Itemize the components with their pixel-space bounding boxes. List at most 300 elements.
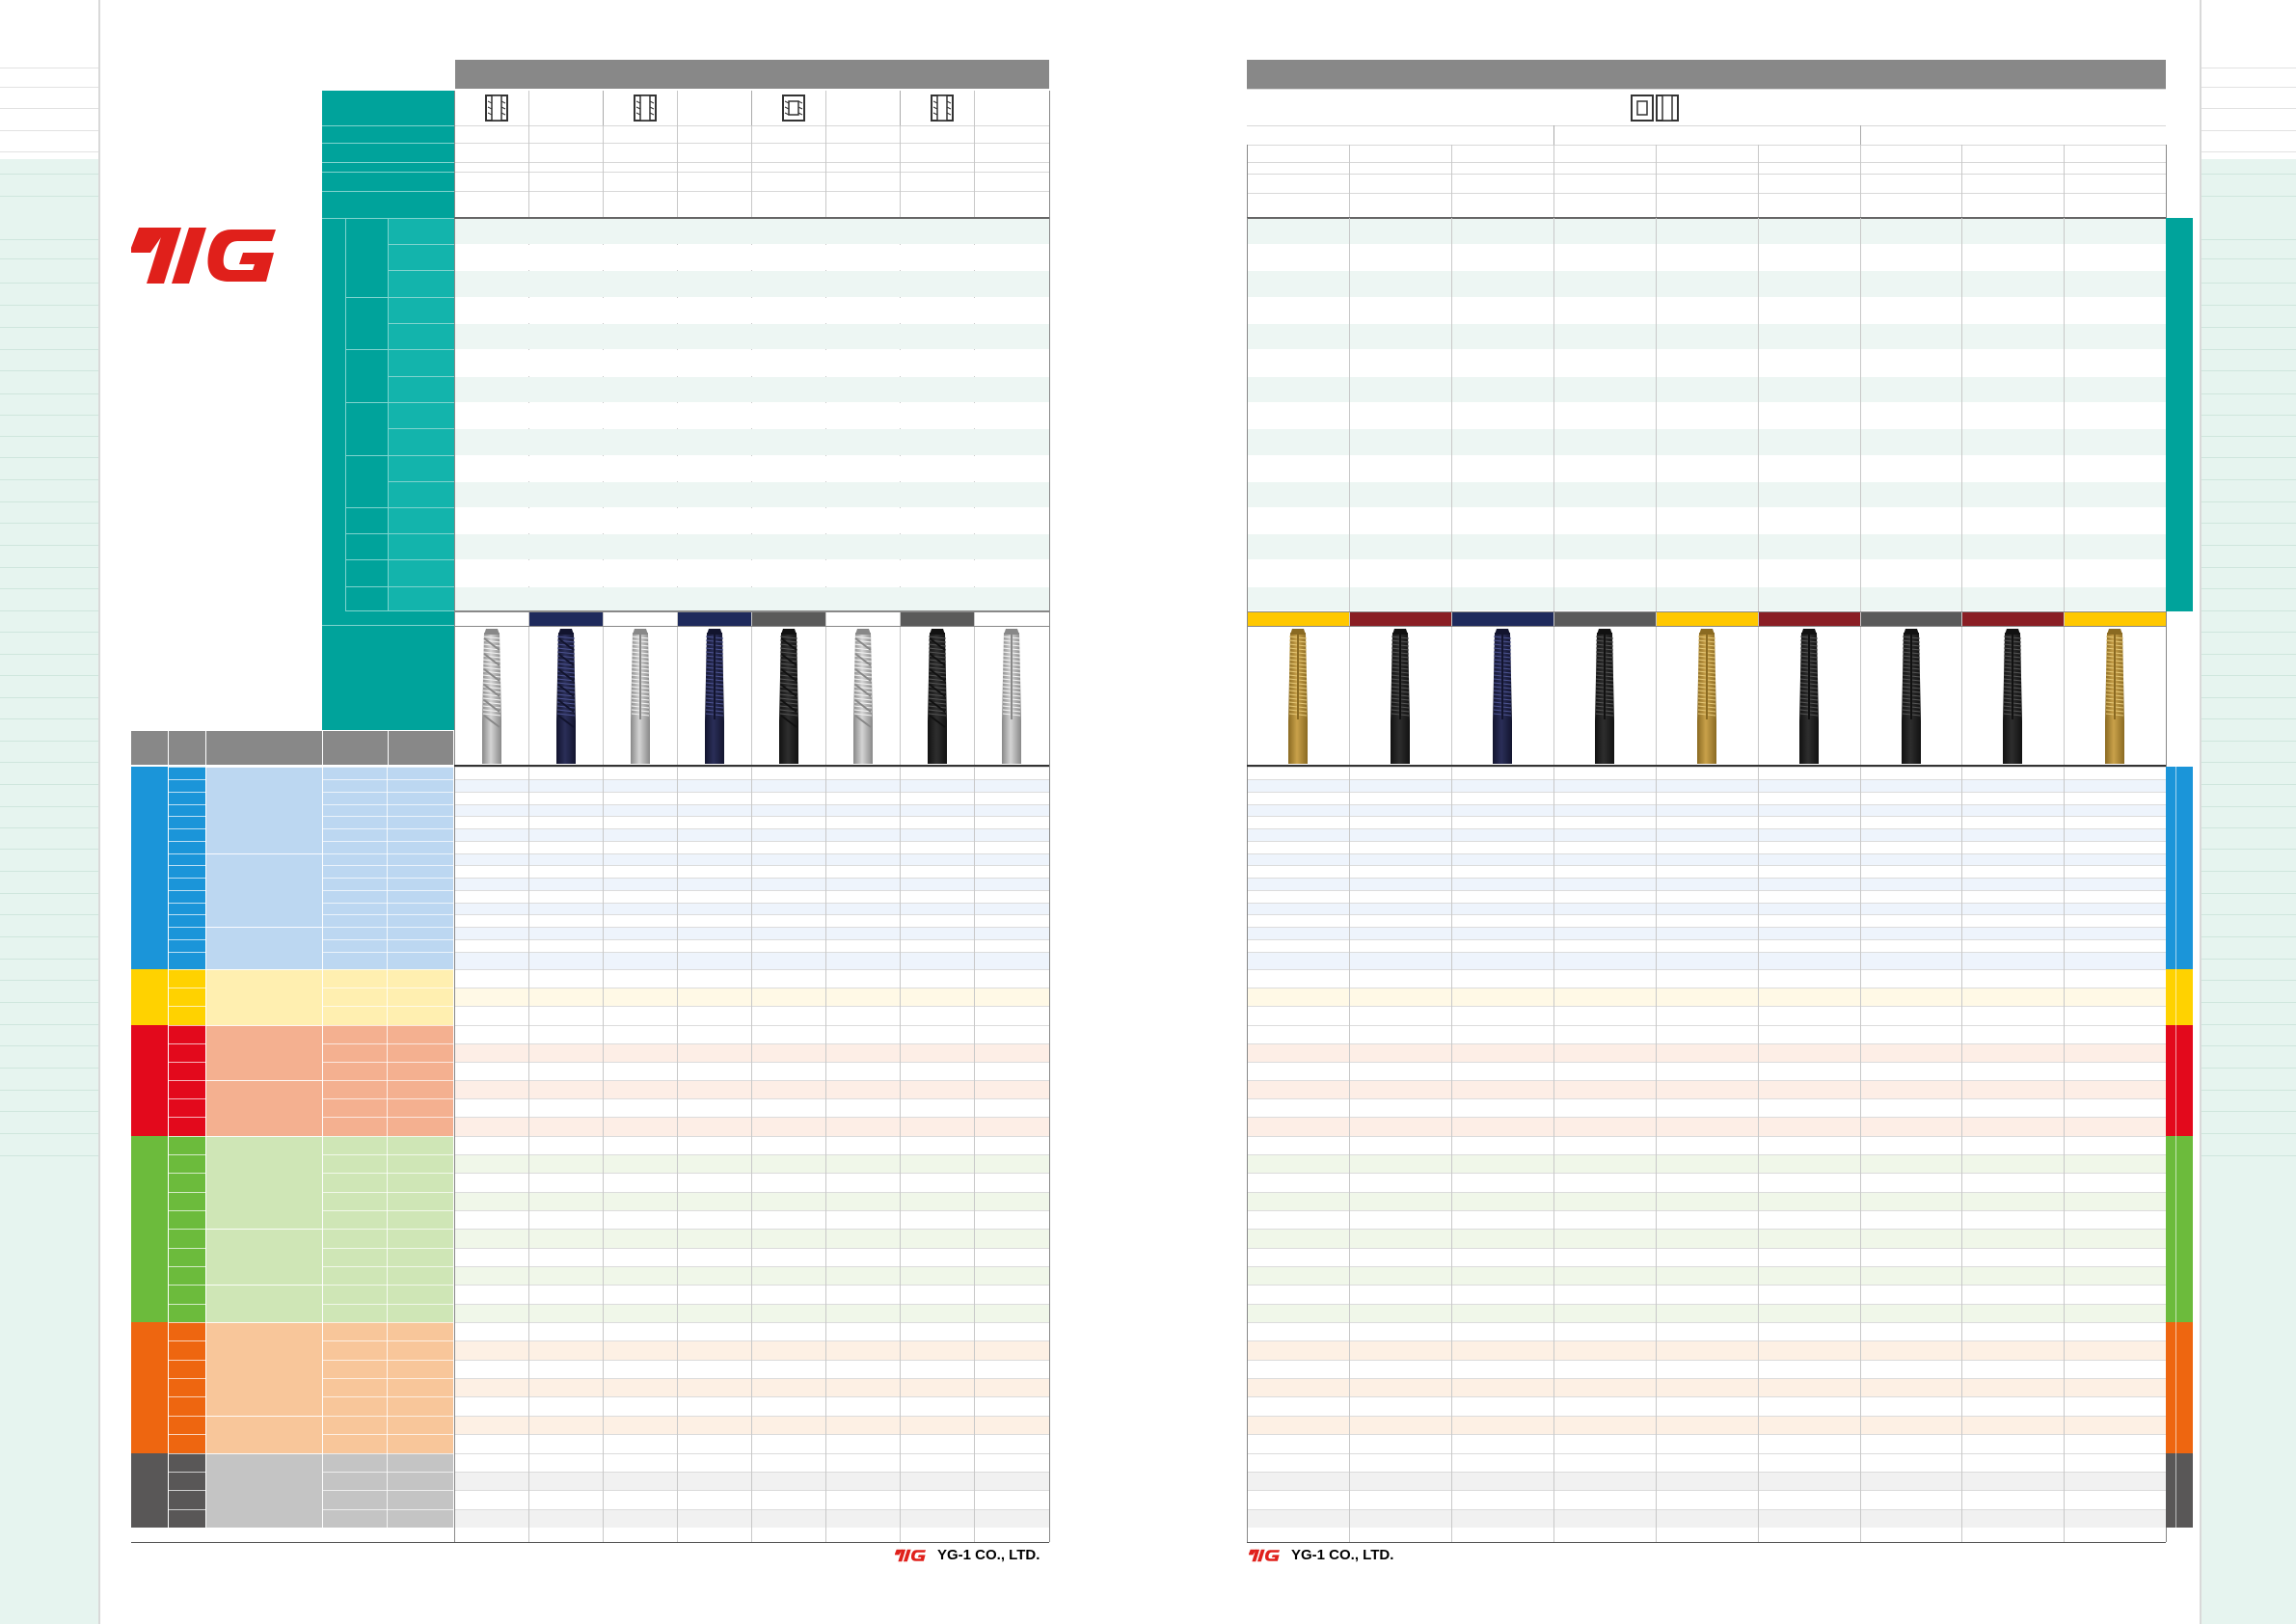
teal-sub-row bbox=[389, 376, 454, 377]
data-row bbox=[1248, 793, 2166, 804]
margin-line bbox=[0, 1155, 98, 1156]
teal-sub-row bbox=[389, 428, 454, 429]
material-row-line bbox=[169, 767, 205, 768]
material-row-line bbox=[323, 1304, 453, 1305]
margin-line bbox=[0, 436, 98, 437]
teal-sub-row bbox=[389, 533, 454, 534]
data-row bbox=[455, 854, 1049, 865]
margin-line bbox=[2201, 654, 2296, 655]
coating-tag bbox=[1350, 612, 1451, 626]
data-row bbox=[1248, 768, 2166, 779]
data-row bbox=[1248, 1081, 2166, 1098]
tap-image-spiral-flute-tap-black bbox=[918, 629, 957, 764]
data-row bbox=[455, 1323, 1049, 1340]
data-row-line bbox=[1247, 1378, 2166, 1379]
margin-line bbox=[0, 980, 98, 981]
material-row-line bbox=[323, 816, 453, 817]
edge-strip-inner bbox=[2175, 969, 2176, 1025]
data-row-line bbox=[1247, 853, 2166, 854]
thread-row bbox=[455, 350, 1049, 376]
data-row bbox=[455, 780, 1049, 792]
teal-group-row bbox=[345, 610, 389, 611]
teal-row-line bbox=[322, 125, 454, 126]
material-col-line bbox=[387, 1025, 388, 1136]
data-row-line bbox=[1247, 1080, 2166, 1081]
thread-row bbox=[1248, 324, 2166, 349]
thread-row bbox=[455, 403, 1049, 428]
material-name-cell-yellow bbox=[206, 969, 322, 1025]
material-group-red bbox=[131, 1025, 168, 1136]
thread-row bbox=[455, 219, 1049, 244]
material-sub-line bbox=[206, 767, 322, 768]
data-row-line bbox=[1247, 1248, 2166, 1249]
margin-line bbox=[2201, 1068, 2296, 1069]
coating-tag bbox=[1759, 612, 1860, 626]
data-row-line bbox=[1247, 1472, 2166, 1473]
data-row bbox=[455, 1007, 1049, 1025]
coating-tag bbox=[2065, 612, 2166, 626]
data-row bbox=[1248, 1193, 2166, 1210]
data-row-line bbox=[1247, 1210, 2166, 1211]
material-row-line bbox=[169, 1136, 205, 1137]
margin-line bbox=[0, 196, 98, 197]
thread-row bbox=[455, 271, 1049, 297]
margin-line bbox=[0, 108, 98, 109]
margin-line bbox=[2201, 1024, 2296, 1025]
material-row-line bbox=[323, 865, 453, 866]
margin-line bbox=[2201, 936, 2296, 937]
edge-strip-inner bbox=[2175, 1322, 2176, 1453]
thread-row bbox=[1248, 456, 2166, 481]
margin-line bbox=[0, 697, 98, 698]
material-row-line bbox=[169, 952, 205, 953]
margin-line bbox=[0, 762, 98, 763]
material-row-line bbox=[169, 1062, 205, 1063]
thread-row bbox=[455, 429, 1049, 455]
grid-row-line bbox=[1247, 145, 2166, 146]
margin-line bbox=[2201, 283, 2296, 284]
material-row-line bbox=[169, 1490, 205, 1491]
data-row bbox=[1248, 1454, 2166, 1472]
coating-tag bbox=[975, 612, 1049, 626]
margin-line bbox=[2201, 108, 2296, 109]
through-and-blind-hole-icon bbox=[1630, 94, 1680, 122]
teal-group-row bbox=[345, 297, 389, 298]
thread-row bbox=[455, 245, 1049, 270]
thread-row bbox=[455, 377, 1049, 402]
material-row-line bbox=[169, 1360, 205, 1361]
material-row-line bbox=[169, 1416, 205, 1417]
material-row-line bbox=[169, 1378, 205, 1379]
thread-row bbox=[1248, 534, 2166, 559]
margin-line bbox=[0, 806, 98, 807]
data-row bbox=[1248, 1249, 2166, 1266]
data-row bbox=[1248, 1510, 2166, 1528]
data-row bbox=[455, 1193, 1049, 1210]
material-sub-line bbox=[206, 1285, 322, 1286]
tap-image-black-tap bbox=[1585, 629, 1624, 764]
right-header-bar bbox=[1247, 60, 2166, 89]
material-row-line bbox=[169, 969, 205, 970]
margin-line bbox=[2201, 1111, 2296, 1112]
material-sub-line bbox=[206, 1080, 322, 1081]
material-row-line bbox=[323, 1340, 453, 1341]
data-row-line bbox=[1247, 1490, 2166, 1491]
grid-col-line bbox=[454, 767, 455, 1528]
margin-line bbox=[0, 871, 98, 872]
coating-tag bbox=[1861, 612, 1961, 626]
through-hole-icon bbox=[930, 94, 955, 122]
data-row bbox=[1248, 1473, 2166, 1490]
grid-col-line bbox=[751, 767, 752, 1528]
left-margin-panel bbox=[0, 159, 98, 1624]
data-row bbox=[1248, 1286, 2166, 1304]
material-row-line bbox=[323, 1006, 453, 1007]
grid-col-line bbox=[1961, 767, 1962, 1528]
material-row-line bbox=[323, 1117, 453, 1118]
coating-tag bbox=[826, 612, 900, 626]
margin-line bbox=[0, 174, 98, 175]
blind-hole-icon bbox=[781, 94, 806, 122]
tap-image-gold-tap bbox=[1279, 629, 1317, 764]
tap-image-gold-tap bbox=[1688, 629, 1726, 764]
data-row bbox=[1248, 1007, 2166, 1025]
thread-row bbox=[455, 587, 1049, 610]
margin-line bbox=[0, 327, 98, 328]
coating-tag bbox=[1248, 612, 1349, 626]
thread-row bbox=[455, 482, 1049, 507]
edge-strip-gray bbox=[2166, 1453, 2193, 1528]
thread-row bbox=[1248, 482, 2166, 507]
data-row bbox=[455, 928, 1049, 939]
teal-group-row bbox=[345, 402, 389, 403]
margin-line bbox=[2201, 1045, 2296, 1046]
data-row-line bbox=[1247, 1285, 2166, 1286]
teal-sub-row bbox=[389, 402, 454, 403]
margin-line bbox=[2201, 675, 2296, 676]
data-row bbox=[455, 1417, 1049, 1434]
right-page-edge bbox=[2200, 0, 2201, 1624]
left-header-bar bbox=[455, 60, 1049, 89]
margin-line bbox=[0, 130, 98, 131]
margin-line bbox=[0, 675, 98, 676]
material-row-line bbox=[169, 792, 205, 793]
right-condition-edge-strip bbox=[2166, 218, 2193, 611]
data-row bbox=[1248, 817, 2166, 828]
margin-line bbox=[0, 349, 98, 350]
tap-image-straight-flute-tap-navy bbox=[695, 629, 734, 764]
material-row-line bbox=[169, 1472, 205, 1473]
thread-top-rule bbox=[454, 217, 1049, 219]
edge-strip-inner bbox=[2175, 1025, 2176, 1136]
material-row-line bbox=[323, 1322, 453, 1323]
teal-sub-row bbox=[389, 349, 454, 350]
thread-row bbox=[455, 560, 1049, 586]
thread-row bbox=[1248, 219, 2166, 244]
thread-row bbox=[455, 534, 1049, 559]
margin-line bbox=[2201, 718, 2296, 719]
teal-sub-row bbox=[389, 455, 454, 456]
material-row-line bbox=[169, 1304, 205, 1305]
tap-image-straight-flute-tap-bright bbox=[992, 629, 1031, 764]
material-sub-line bbox=[206, 969, 322, 970]
margin-line bbox=[0, 151, 98, 152]
data-row bbox=[455, 1491, 1049, 1509]
teal-group-row bbox=[345, 455, 389, 456]
teal-sub-row bbox=[389, 559, 454, 560]
right-bottom-rule bbox=[1247, 1542, 2166, 1543]
material-row-line bbox=[169, 1025, 205, 1026]
data-row-line bbox=[1247, 939, 2166, 940]
teal-sub-row bbox=[389, 297, 454, 298]
material-row-line bbox=[169, 1285, 205, 1286]
margin-line bbox=[0, 87, 98, 88]
material-row-line bbox=[323, 1043, 453, 1044]
margin-line bbox=[0, 1045, 98, 1046]
grid-col-line bbox=[1451, 767, 1452, 1528]
margin-line bbox=[0, 1133, 98, 1134]
margin-line bbox=[0, 784, 98, 785]
hole-group-divider bbox=[751, 91, 752, 125]
data-row bbox=[1248, 1026, 2166, 1043]
teal-sub-row bbox=[389, 270, 454, 271]
data-row bbox=[1248, 891, 2166, 903]
material-row-line bbox=[323, 1509, 453, 1510]
material-group-blue bbox=[131, 767, 168, 969]
thread-row bbox=[1248, 560, 2166, 586]
grid-col-line bbox=[1656, 767, 1657, 1528]
tap-image-gold-tap bbox=[2095, 629, 2134, 764]
data-row-line bbox=[1247, 1117, 2166, 1118]
material-row-line bbox=[323, 767, 453, 768]
data-row bbox=[455, 1473, 1049, 1490]
data-row bbox=[1248, 953, 2166, 969]
margin-line bbox=[2201, 980, 2296, 981]
grid-row-line bbox=[1247, 174, 2166, 175]
margin-line bbox=[2201, 959, 2296, 960]
grid-col-line bbox=[1349, 767, 1350, 1528]
data-row bbox=[455, 1118, 1049, 1136]
margin-line bbox=[2201, 436, 2296, 437]
material-sub-line bbox=[206, 1453, 322, 1454]
data-row bbox=[1248, 1267, 2166, 1285]
data-row bbox=[455, 953, 1049, 969]
material-row-line bbox=[323, 878, 453, 879]
material-row-line bbox=[323, 914, 453, 915]
material-row-line bbox=[169, 828, 205, 829]
data-row-line bbox=[1247, 1025, 2166, 1026]
data-row bbox=[455, 1379, 1049, 1396]
data-row bbox=[1248, 988, 2166, 1006]
through-hole-icon bbox=[484, 94, 509, 122]
margin-line bbox=[2201, 258, 2296, 259]
data-row bbox=[455, 940, 1049, 952]
thread-row bbox=[455, 508, 1049, 533]
material-col-line bbox=[387, 1136, 388, 1322]
margin-line bbox=[0, 893, 98, 894]
data-row bbox=[1248, 1099, 2166, 1117]
material-row-line bbox=[323, 1248, 453, 1249]
data-row bbox=[455, 1510, 1049, 1528]
data-row bbox=[455, 1341, 1049, 1360]
margin-line bbox=[2201, 174, 2296, 175]
grid-col-line bbox=[528, 767, 529, 1528]
material-row-line bbox=[323, 1396, 453, 1397]
margin-line bbox=[0, 501, 98, 502]
material-row-line bbox=[323, 1434, 453, 1435]
data-row bbox=[1248, 1118, 2166, 1136]
data-row bbox=[455, 842, 1049, 853]
data-row bbox=[1248, 1435, 2166, 1453]
margin-line bbox=[0, 479, 98, 480]
material-row-line bbox=[323, 1173, 453, 1174]
tap-image-spiral-flute-tap-bright bbox=[844, 629, 882, 764]
margin-line bbox=[2201, 762, 2296, 763]
teal-group-row bbox=[345, 218, 389, 219]
teal-row-line bbox=[322, 191, 454, 192]
teal-bottom-line bbox=[322, 625, 454, 626]
material-spec-cell-yellow bbox=[323, 969, 453, 1025]
margin-line bbox=[2201, 151, 2296, 152]
tap-image-straight-flute-tap-bright bbox=[621, 629, 660, 764]
material-row-line bbox=[323, 1154, 453, 1155]
group-divider bbox=[1860, 125, 1861, 145]
data-row bbox=[1248, 940, 2166, 952]
yg-small-logo bbox=[895, 1548, 932, 1563]
data-row-line bbox=[1247, 767, 2166, 768]
group-divider bbox=[1553, 125, 1554, 145]
tap-image-black-tap bbox=[1993, 629, 2032, 764]
margin-line bbox=[0, 959, 98, 960]
tap-image-black-tap bbox=[1790, 629, 1828, 764]
edge-strip-red bbox=[2166, 1025, 2193, 1136]
thread-row bbox=[455, 298, 1049, 323]
data-row bbox=[1248, 780, 2166, 792]
margin-line bbox=[0, 849, 98, 850]
grid-col-line bbox=[974, 767, 975, 1528]
margin-line bbox=[2201, 349, 2296, 350]
material-row-line bbox=[323, 779, 453, 780]
data-row bbox=[455, 1305, 1049, 1322]
data-row-line bbox=[1247, 779, 2166, 780]
margin-line bbox=[2201, 457, 2296, 458]
margin-line bbox=[0, 1024, 98, 1025]
coating-tag bbox=[752, 612, 825, 626]
material-sub-line bbox=[206, 1025, 322, 1026]
data-row-line bbox=[1247, 828, 2166, 829]
margin-line bbox=[2201, 849, 2296, 850]
data-row-line bbox=[1247, 1192, 2166, 1193]
left-page-edge bbox=[98, 0, 100, 1624]
material-row-line bbox=[323, 1136, 453, 1137]
material-row-line bbox=[323, 1098, 453, 1099]
grid-row-line bbox=[1247, 89, 2166, 90]
margin-line bbox=[0, 1111, 98, 1112]
material-row-line bbox=[323, 792, 453, 793]
data-row bbox=[1248, 1230, 2166, 1248]
material-row-line bbox=[323, 1453, 453, 1454]
teal-group-row bbox=[345, 349, 389, 350]
material-row-line bbox=[169, 853, 205, 854]
edge-strip-inner bbox=[2175, 1453, 2176, 1528]
data-row bbox=[1248, 1137, 2166, 1154]
margin-line bbox=[2201, 632, 2296, 633]
material-row-line bbox=[323, 927, 453, 928]
data-row bbox=[1248, 1417, 2166, 1434]
data-row bbox=[1248, 1491, 2166, 1509]
material-row-line bbox=[323, 1378, 453, 1379]
material-col-line bbox=[387, 1453, 388, 1528]
teal-row-line bbox=[322, 172, 454, 173]
teal-group-row bbox=[345, 507, 389, 508]
material-sub-line bbox=[206, 1229, 322, 1230]
coating-tag bbox=[1962, 612, 2064, 626]
data-row-line bbox=[1247, 1360, 2166, 1361]
data-row bbox=[455, 1361, 1049, 1378]
material-col-line bbox=[387, 969, 388, 1025]
margin-line bbox=[0, 654, 98, 655]
material-row-line bbox=[169, 865, 205, 866]
margin-line bbox=[0, 523, 98, 524]
data-row bbox=[1248, 1044, 2166, 1062]
margin-line bbox=[0, 305, 98, 306]
data-row bbox=[455, 805, 1049, 816]
data-row bbox=[1248, 1174, 2166, 1192]
data-row bbox=[1248, 1323, 2166, 1340]
right-footer-company: YG-1 CO., LTD. bbox=[1291, 1547, 1394, 1563]
margin-line bbox=[2201, 305, 2296, 306]
material-row-line bbox=[169, 890, 205, 891]
material-row-line bbox=[169, 1509, 205, 1510]
data-row bbox=[455, 904, 1049, 914]
data-row bbox=[455, 1435, 1049, 1453]
material-row-line bbox=[169, 1006, 205, 1007]
material-row-line bbox=[169, 1117, 205, 1118]
margin-line bbox=[2201, 393, 2296, 394]
material-row-line bbox=[323, 1025, 453, 1026]
data-row-line bbox=[1247, 1173, 2166, 1174]
data-row bbox=[455, 879, 1049, 890]
margin-line bbox=[2201, 871, 2296, 872]
thread-top-rule bbox=[1247, 217, 2166, 219]
margin-line bbox=[0, 415, 98, 416]
teal-sub-row bbox=[389, 218, 454, 219]
data-row bbox=[455, 1249, 1049, 1266]
margin-line bbox=[0, 1002, 98, 1003]
material-row-line bbox=[169, 1396, 205, 1397]
material-row-line bbox=[169, 1340, 205, 1341]
material-row-line bbox=[323, 828, 453, 829]
material-row-line bbox=[323, 1416, 453, 1417]
teal-sub-row bbox=[389, 244, 454, 245]
material-row-line bbox=[323, 804, 453, 805]
margin-line bbox=[0, 632, 98, 633]
margin-line bbox=[2201, 1090, 2296, 1091]
material-row-line bbox=[323, 1490, 453, 1491]
data-row bbox=[455, 1397, 1049, 1416]
material-row-line bbox=[169, 1043, 205, 1044]
data-row bbox=[1248, 805, 2166, 816]
thread-row bbox=[1248, 271, 2166, 297]
material-row-line bbox=[169, 1266, 205, 1267]
yg-small-logo bbox=[1249, 1548, 1285, 1563]
material-row-line bbox=[169, 939, 205, 940]
data-row bbox=[455, 793, 1049, 804]
margin-line bbox=[2201, 1155, 2296, 1156]
data-row bbox=[1248, 829, 2166, 841]
data-row bbox=[1248, 1305, 2166, 1322]
data-row bbox=[455, 1230, 1049, 1248]
